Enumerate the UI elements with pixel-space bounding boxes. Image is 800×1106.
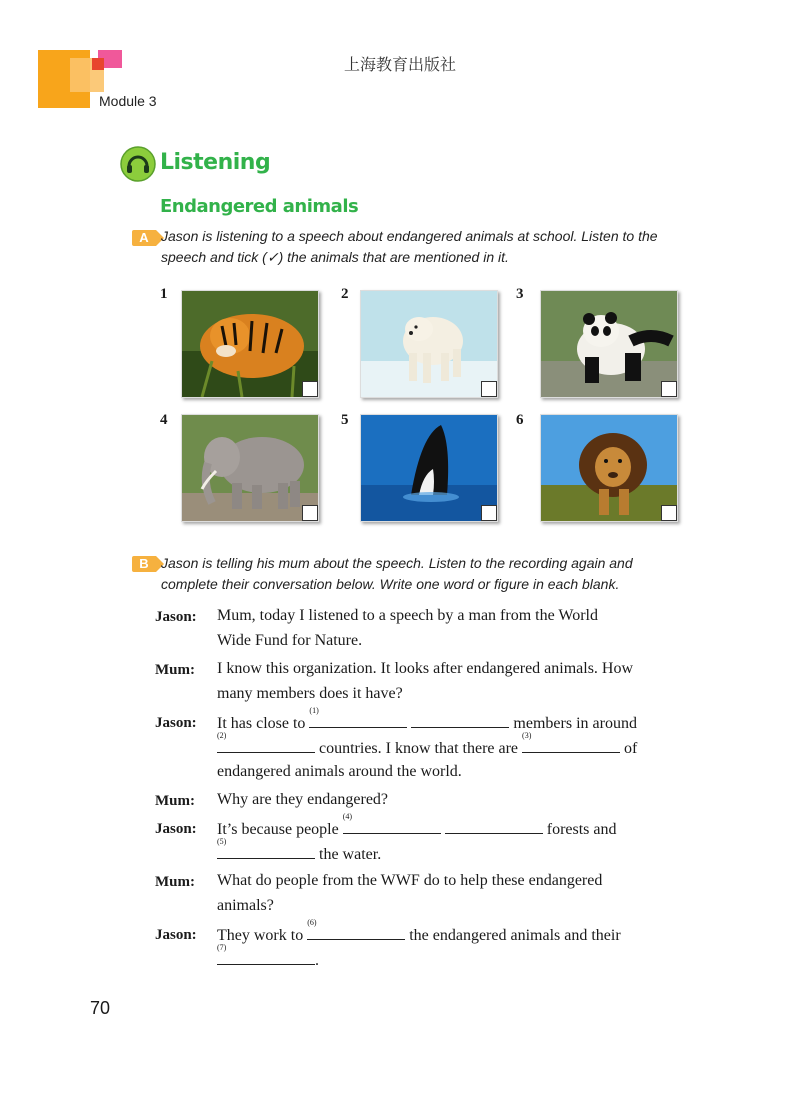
part-b-instruction-line1: Jason is telling his mum about the speech. Listen to the recording again and [161, 555, 633, 571]
tick-box-6[interactable] [661, 505, 677, 521]
dialogue-line [217, 706, 637, 733]
module-label: Module 3 [99, 93, 157, 109]
blank-number: (6) [307, 918, 317, 927]
blank-number: (3) [522, 731, 532, 740]
part-a-instruction-line2: speech and tick (✓) the animals that are mentioned in it. [161, 249, 509, 265]
dialogue-line [217, 812, 617, 839]
polar-bear-photo [360, 290, 498, 398]
blank-7[interactable] [217, 943, 315, 965]
blank-5[interactable] [217, 837, 315, 859]
dialogue-text: . [315, 952, 319, 969]
dialogue-text: It’s because people [217, 821, 339, 838]
dialogue-line: I know this organization. It looks after endangered animals. How [217, 660, 634, 677]
lion-photo [540, 414, 678, 522]
dialogue-line: Wide Fund for Nature. [217, 632, 363, 649]
blank-4[interactable] [342, 812, 441, 834]
item-number: 2 [341, 286, 349, 302]
blank-number: (2) [217, 731, 227, 740]
blank-number: (7) [217, 943, 227, 952]
dialogue-line: Mum, today I listened to a speech by a man from the World [217, 607, 598, 624]
section-title: Listening [160, 150, 271, 175]
item-number: 5 [341, 412, 349, 428]
speaker-label: Jason: [155, 927, 197, 943]
blank-number: (5) [217, 837, 227, 846]
tiger-photo [181, 290, 319, 398]
blank-number: (4) [342, 812, 353, 821]
dialogue-line: What do people from the WWF do to help these endangered [217, 872, 603, 889]
item-number: 4 [160, 412, 168, 428]
section-subtitle: Endangered animals [160, 196, 359, 217]
page-number: 70 [90, 998, 111, 1018]
part-a-instruction-line1: Jason is listening to a speech about endangered animals at school. Listen to the [161, 228, 658, 244]
dialogue-line: endangered animals around the world. [217, 763, 462, 780]
dialogue-text: They work to [217, 927, 304, 944]
blank-number: (1) [309, 706, 319, 715]
tick-box-5[interactable] [481, 505, 497, 521]
dialogue-text: members in around [513, 715, 637, 732]
dialogue-line [217, 943, 319, 970]
speaker-label: Mum: [155, 874, 195, 890]
blank-1[interactable] [309, 706, 407, 728]
tick-box-1[interactable] [302, 381, 318, 397]
speaker-label: Mum: [155, 662, 195, 678]
dialogue-text: the endangered animals and their [409, 927, 621, 944]
tick-box-4[interactable] [302, 505, 318, 521]
dialogue-text: countries. I know that there are [319, 740, 519, 757]
speaker-label: Jason: [155, 609, 197, 625]
item-number: 1 [160, 286, 168, 302]
killer-whale-photo [360, 414, 498, 522]
blank-2[interactable] [217, 731, 315, 753]
dialogue-line: animals? [217, 897, 274, 914]
blank-4b[interactable] [445, 819, 543, 834]
panda-photo [540, 290, 678, 398]
dialogue-line: many members does it have? [217, 685, 403, 702]
dialogue-text: the water. [319, 846, 382, 863]
speaker-label: Jason: [155, 715, 197, 731]
dialogue-line: Why are they endangered? [217, 791, 389, 808]
dialogue-text: forests and [546, 821, 617, 838]
part-b-instruction [161, 553, 681, 595]
elephant-photo [181, 414, 319, 522]
dialogue-text: It has close to [217, 715, 306, 732]
blank-6[interactable] [307, 918, 405, 940]
part-b-badge: B [132, 556, 156, 572]
publisher-name: 上海教育出版社 [343, 55, 456, 74]
dialogue-text: of [624, 740, 638, 757]
part-b-instruction-line2: complete their conversation below. Write one word or figure in each blank. [161, 576, 620, 592]
dialogue-line [217, 837, 382, 864]
part-a-instruction [161, 226, 681, 268]
blank-1b[interactable] [411, 713, 509, 728]
tick-box-3[interactable] [661, 381, 677, 397]
speaker-label: Jason: [155, 821, 197, 837]
item-number: 3 [516, 286, 524, 302]
tick-box-2[interactable] [481, 381, 497, 397]
part-a-badge: A [132, 230, 156, 246]
blank-3[interactable] [522, 731, 620, 753]
dialogue-line [217, 731, 638, 758]
speaker-label: Mum: [155, 793, 195, 809]
headphones-icon [120, 146, 156, 182]
item-number: 6 [516, 412, 524, 428]
dialogue-line [217, 918, 621, 945]
